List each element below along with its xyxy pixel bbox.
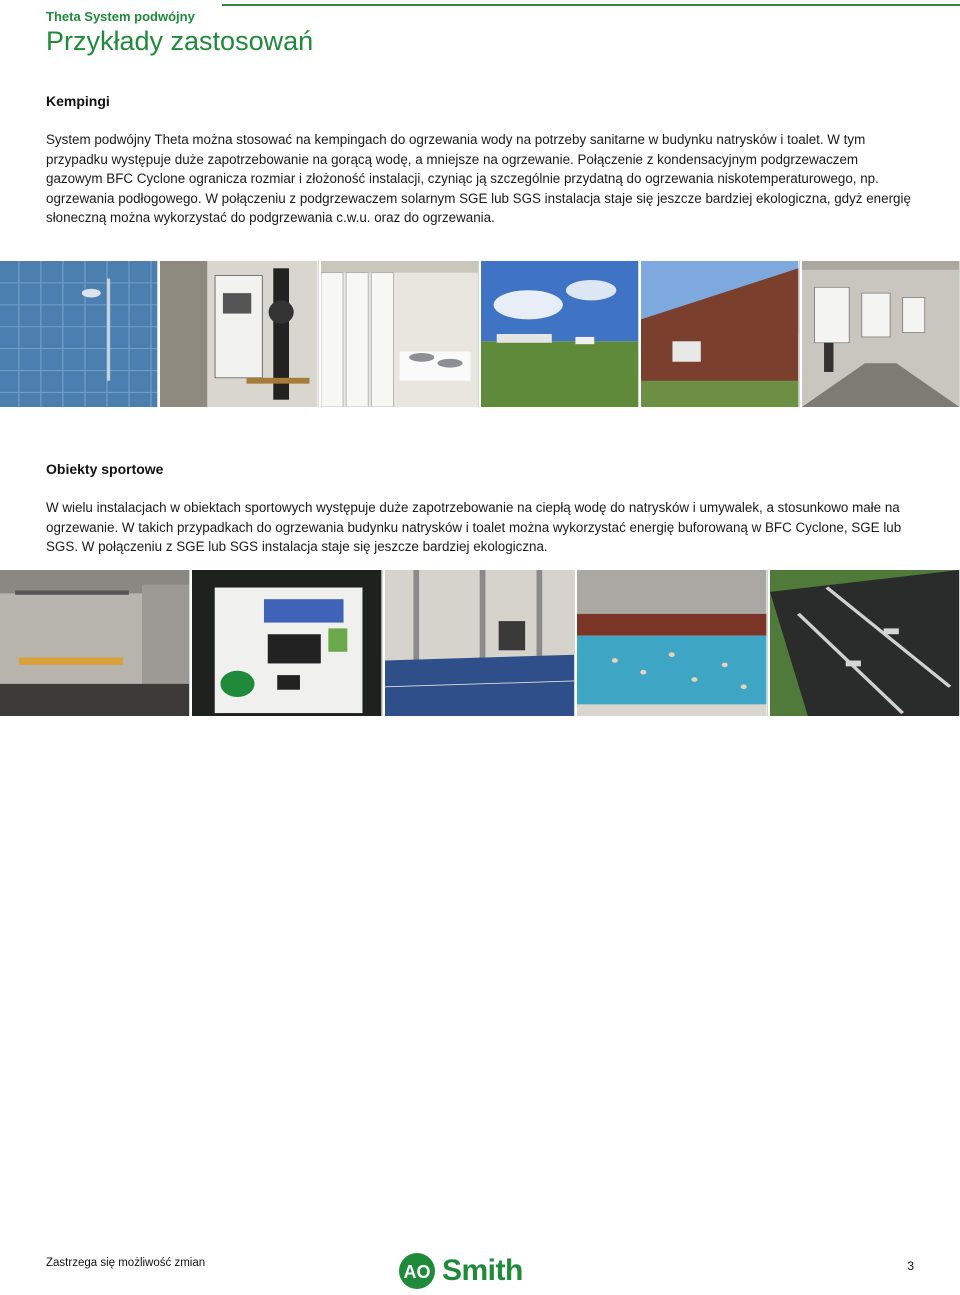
- section-heading-sports: Obiekty sportowe: [46, 461, 164, 477]
- photo-changing-room: [0, 570, 190, 716]
- photo-campsite-field: [481, 261, 639, 407]
- page-number: 3: [907, 1259, 914, 1273]
- photo-washroom-cubicles: [321, 261, 479, 407]
- photo-sports-hall: [385, 570, 575, 716]
- photo-boiler-room: [802, 261, 960, 407]
- aosmith-logo: [398, 1250, 523, 1292]
- svg-text:AO: AO: [403, 1262, 431, 1282]
- photo-shower-tiles: [0, 261, 158, 407]
- header-rule: [222, 4, 960, 6]
- brand-label: Theta System podwójny: [46, 9, 195, 24]
- page-title: Przykłady zastosowań: [46, 26, 314, 56]
- camping-photo-strip: [0, 261, 960, 407]
- photo-boiler-unit: [160, 261, 318, 407]
- camping-paragraph: System podwójny Theta można stosować na kempingach do ogrzewania wody na potrzeby sanitarne w budynku natrysków i toalet. W tym przypadku występuje duże zapotrzebowanie na gorącą wodę, a mniejsze na ogrzewanie. Połączenie z kondensacyjnym podgrzewaczem gazowym BFC Cyclone ogranicza rozmiar i złożoność instalacji, czyniąc ją szczególnie przydatną do ogrzewania niskotemperaturowego, np. ogrzewania podłogowego. W połączeniu z podgrzewaczem solarnym SGE lub SGS instalacja staje się jeszcze bardziej ekologiczna, gdyż energię słoneczną można wykorzystać do podgrzewania c.w.u. oraz do ogrzewania.: [46, 132, 911, 225]
- photo-brick-building: [641, 261, 799, 407]
- photo-solar-roof: [770, 570, 960, 716]
- photo-aosmith-controller: [192, 570, 382, 716]
- footer-note: Zastrzega się możliwość zmian: [46, 1257, 206, 1269]
- photo-swimming-pool: [577, 570, 767, 716]
- aosmith-logo-mark-icon: [398, 1252, 440, 1290]
- sports-paragraph: W wielu instalacjach w obiektach sportowych występuje duże zapotrzebowanie na ciepłą wodę do natrysków i umywalek, a stosunkowo małe na ogrzewanie. W takich przypadkach do ogrzewania budynku natrysków i toalet można wykorzystać energię buforowaną w BFC Cyclone, SGE lub SGS. W połączeniu z SGE lub SGS instalacja staje się jeszcze bardziej ekologiczna.: [46, 500, 902, 554]
- logo-wordmark: Smith: [442, 1254, 523, 1287]
- sports-photo-strip: [0, 570, 960, 716]
- section-heading-camping: Kempingi: [46, 93, 110, 109]
